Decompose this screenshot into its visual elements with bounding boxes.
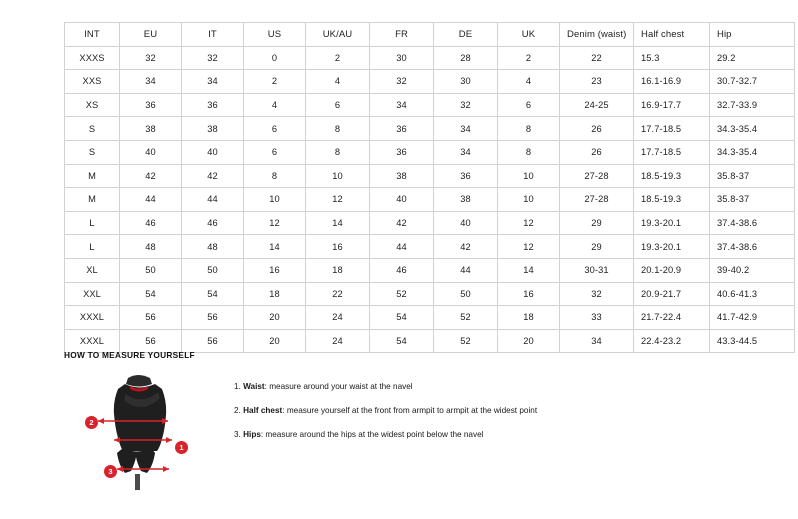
cell-it: 48 (182, 235, 244, 259)
cell-it: 36 (182, 93, 244, 117)
marker-1-waist: 1 (175, 441, 188, 454)
cell-it: 46 (182, 211, 244, 235)
cell-us: 20 (244, 329, 306, 353)
cell-denim-waist: 26 (560, 117, 634, 141)
table-row (65, 117, 795, 141)
cell-eu: 44 (120, 188, 182, 212)
instruction-3-term: Hips (243, 429, 261, 439)
col-header-hip: Hip (710, 23, 795, 47)
instruction-3-number: 3. (234, 429, 241, 439)
size-chart-head (65, 23, 795, 47)
cell-fr: 40 (370, 188, 434, 212)
table-row (65, 306, 795, 330)
cell-fr: 34 (370, 93, 434, 117)
cell-eu: 34 (120, 70, 182, 94)
cell-uk: 12 (498, 211, 560, 235)
cell-de: 44 (434, 258, 498, 282)
cell-uk-au: 24 (306, 329, 370, 353)
cell-uk-au: 6 (306, 93, 370, 117)
cell-half-chest: 21.7-22.4 (634, 306, 710, 330)
cell-half-chest: 17.7-18.5 (634, 117, 710, 141)
instruction-1-number: 1. (234, 382, 241, 391)
cell-eu: 50 (120, 258, 182, 282)
cell-eu: 48 (120, 235, 182, 259)
cell-uk: 6 (498, 93, 560, 117)
cell-uk-au: 8 (306, 117, 370, 141)
cell-hip: 32.7-33.9 (710, 93, 795, 117)
cell-half-chest: 20.1-20.9 (634, 258, 710, 282)
cell-it: 44 (182, 188, 244, 212)
instruction-1-term: Waist (243, 382, 265, 391)
cell-it: 50 (182, 258, 244, 282)
mannequin-illustration (84, 370, 212, 495)
cell-half-chest: 18.5-19.3 (634, 188, 710, 212)
instruction-2-text: : measure yourself at the front from armpit to armpit at the widest point (282, 405, 538, 415)
cell-uk: 8 (498, 140, 560, 164)
cell-denim-waist: 23 (560, 70, 634, 94)
cell-uk-au: 8 (306, 140, 370, 164)
cell-int: L (65, 211, 120, 235)
cell-denim-waist: 30-31 (560, 258, 634, 282)
cell-it: 32 (182, 46, 244, 70)
cell-uk-au: 22 (306, 282, 370, 306)
cell-uk: 20 (498, 329, 560, 353)
size-chart-body (65, 46, 795, 353)
cell-fr: 42 (370, 211, 434, 235)
cell-hip: 43.3-44.5 (710, 329, 795, 353)
how-to-measure-body (64, 370, 764, 495)
table-row (65, 211, 795, 235)
cell-it: 54 (182, 282, 244, 306)
cell-de: 40 (434, 211, 498, 235)
instruction-waist (234, 382, 537, 392)
cell-uk: 14 (498, 258, 560, 282)
cell-us: 16 (244, 258, 306, 282)
cell-fr: 36 (370, 140, 434, 164)
cell-half-chest: 19.3-20.1 (634, 235, 710, 259)
size-chart-table-container (64, 22, 758, 353)
cell-us: 10 (244, 188, 306, 212)
cell-de: 38 (434, 188, 498, 212)
cell-eu: 56 (120, 306, 182, 330)
cell-denim-waist: 27-28 (560, 188, 634, 212)
col-header-fr: FR (370, 23, 434, 47)
cell-hip: 34.3-35.4 (710, 140, 795, 164)
cell-eu: 54 (120, 282, 182, 306)
cell-fr: 52 (370, 282, 434, 306)
cell-int: XS (65, 93, 120, 117)
table-row (65, 140, 795, 164)
cell-us: 18 (244, 282, 306, 306)
cell-denim-waist: 29 (560, 235, 634, 259)
cell-fr: 30 (370, 46, 434, 70)
cell-uk: 12 (498, 235, 560, 259)
cell-uk: 4 (498, 70, 560, 94)
cell-hip: 37.4-38.6 (710, 235, 795, 259)
marker-2-half-chest: 2 (85, 416, 98, 429)
cell-us: 2 (244, 70, 306, 94)
cell-denim-waist: 24-25 (560, 93, 634, 117)
cell-int: M (65, 164, 120, 188)
cell-eu: 42 (120, 164, 182, 188)
col-header-int: INT (65, 23, 120, 47)
cell-int: S (65, 117, 120, 141)
cell-de: 36 (434, 164, 498, 188)
mannequin-figure (84, 370, 212, 495)
cell-uk: 10 (498, 164, 560, 188)
cell-uk: 2 (498, 46, 560, 70)
cell-uk-au: 10 (306, 164, 370, 188)
instruction-1-text: : measure around your waist at the navel (264, 382, 413, 391)
cell-hip: 39-40.2 (710, 258, 795, 282)
cell-de: 34 (434, 117, 498, 141)
cell-de: 28 (434, 46, 498, 70)
cell-hip: 30.7-32.7 (710, 70, 795, 94)
cell-int: XXS (65, 70, 120, 94)
col-header-de: DE (434, 23, 498, 47)
instruction-hips (234, 430, 537, 440)
cell-hip: 34.3-35.4 (710, 117, 795, 141)
how-to-measure-section (64, 350, 764, 495)
cell-half-chest: 15.3 (634, 46, 710, 70)
cell-uk-au: 14 (306, 211, 370, 235)
cell-de: 52 (434, 329, 498, 353)
cell-de: 32 (434, 93, 498, 117)
cell-us: 6 (244, 117, 306, 141)
cell-hip: 37.4-38.6 (710, 211, 795, 235)
cell-denim-waist: 32 (560, 282, 634, 306)
cell-it: 56 (182, 329, 244, 353)
cell-denim-waist: 33 (560, 306, 634, 330)
cell-denim-waist: 29 (560, 211, 634, 235)
cell-it: 40 (182, 140, 244, 164)
instruction-3-text: : measure around the hips at the widest point below the navel (260, 429, 484, 439)
cell-it: 34 (182, 70, 244, 94)
cell-uk-au: 16 (306, 235, 370, 259)
cell-int: XXXL (65, 306, 120, 330)
cell-eu: 32 (120, 46, 182, 70)
cell-fr: 46 (370, 258, 434, 282)
cell-half-chest: 22.4-23.2 (634, 329, 710, 353)
col-header-it: IT (182, 23, 244, 47)
cell-us: 20 (244, 306, 306, 330)
cell-eu: 46 (120, 211, 182, 235)
cell-uk: 10 (498, 188, 560, 212)
table-row (65, 46, 795, 70)
cell-int: XXL (65, 282, 120, 306)
col-header-uk: UK (498, 23, 560, 47)
table-row (65, 188, 795, 212)
cell-it: 42 (182, 164, 244, 188)
cell-half-chest: 16.1-16.9 (634, 70, 710, 94)
measure-instructions (234, 370, 537, 454)
size-chart-table (64, 22, 795, 353)
cell-us: 6 (244, 140, 306, 164)
cell-us: 0 (244, 46, 306, 70)
cell-half-chest: 19.3-20.1 (634, 211, 710, 235)
cell-denim-waist: 34 (560, 329, 634, 353)
cell-uk-au: 24 (306, 306, 370, 330)
cell-hip: 35.8-37 (710, 188, 795, 212)
cell-uk: 18 (498, 306, 560, 330)
cell-int: M (65, 188, 120, 212)
table-row (65, 93, 795, 117)
cell-uk-au: 12 (306, 188, 370, 212)
col-header-eu: EU (120, 23, 182, 47)
cell-hip: 35.8-37 (710, 164, 795, 188)
instruction-2-term: Half chest (243, 405, 283, 415)
cell-uk: 16 (498, 282, 560, 306)
table-header-row (65, 23, 795, 47)
cell-hip: 41.7-42.9 (710, 306, 795, 330)
cell-eu: 40 (120, 140, 182, 164)
cell-hip: 40.6-41.3 (710, 282, 795, 306)
cell-eu: 38 (120, 117, 182, 141)
cell-de: 30 (434, 70, 498, 94)
cell-denim-waist: 22 (560, 46, 634, 70)
cell-half-chest: 17.7-18.5 (634, 140, 710, 164)
cell-half-chest: 16.9-17.7 (634, 93, 710, 117)
cell-fr: 36 (370, 117, 434, 141)
cell-fr: 54 (370, 306, 434, 330)
cell-uk-au: 2 (306, 46, 370, 70)
cell-int: L (65, 235, 120, 259)
cell-int: XXXL (65, 329, 120, 353)
cell-it: 38 (182, 117, 244, 141)
cell-half-chest: 18.5-19.3 (634, 164, 710, 188)
cell-fr: 44 (370, 235, 434, 259)
cell-fr: 38 (370, 164, 434, 188)
cell-uk-au: 18 (306, 258, 370, 282)
instruction-half-chest (234, 406, 537, 416)
table-row (65, 164, 795, 188)
col-header-half-chest: Half chest (634, 23, 710, 47)
table-row (65, 258, 795, 282)
table-row (65, 70, 795, 94)
cell-de: 52 (434, 306, 498, 330)
cell-int: XXXS (65, 46, 120, 70)
cell-us: 8 (244, 164, 306, 188)
how-to-measure-title: HOW TO MEASURE YOURSELF (64, 350, 195, 360)
col-header-us: US (244, 23, 306, 47)
cell-de: 42 (434, 235, 498, 259)
cell-de: 50 (434, 282, 498, 306)
cell-fr: 32 (370, 70, 434, 94)
cell-int: S (65, 140, 120, 164)
cell-eu: 56 (120, 329, 182, 353)
cell-denim-waist: 27-28 (560, 164, 634, 188)
cell-uk: 8 (498, 117, 560, 141)
cell-half-chest: 20.9-21.7 (634, 282, 710, 306)
cell-us: 12 (244, 211, 306, 235)
marker-3-hips: 3 (104, 465, 117, 478)
cell-fr: 54 (370, 329, 434, 353)
cell-denim-waist: 26 (560, 140, 634, 164)
col-header-denim-waist: Denim (waist) (560, 23, 634, 47)
cell-eu: 36 (120, 93, 182, 117)
cell-uk-au: 4 (306, 70, 370, 94)
table-row (65, 235, 795, 259)
cell-it: 56 (182, 306, 244, 330)
col-header-uk-au: UK/AU (306, 23, 370, 47)
cell-de: 34 (434, 140, 498, 164)
table-row (65, 282, 795, 306)
instruction-2-number: 2. (234, 405, 241, 415)
cell-hip: 29.2 (710, 46, 795, 70)
cell-us: 14 (244, 235, 306, 259)
cell-int: XL (65, 258, 120, 282)
cell-us: 4 (244, 93, 306, 117)
